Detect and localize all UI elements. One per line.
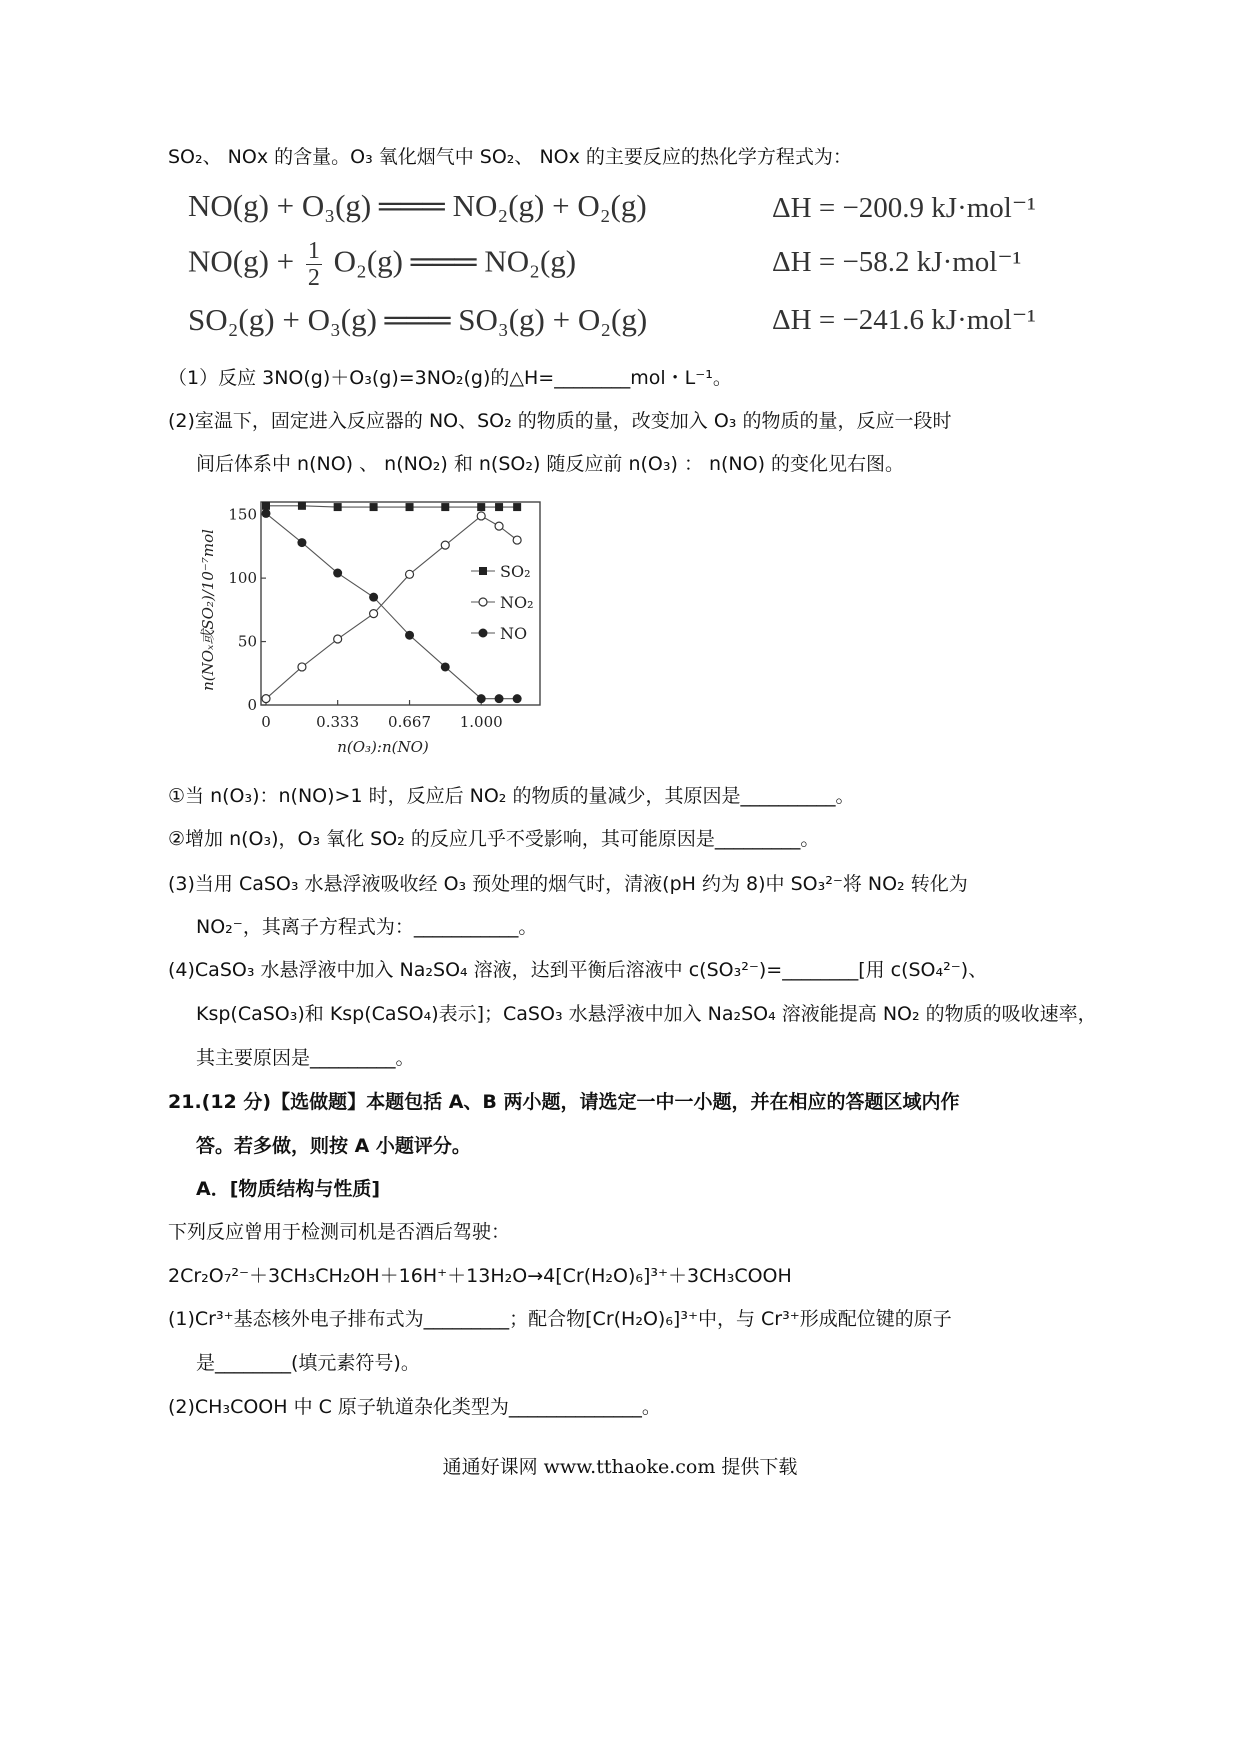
legend-label-no: NO₂ — [500, 593, 534, 612]
question-4-line-3: 其主要原因是_________。 — [196, 1047, 415, 1069]
data-point-no — [405, 631, 414, 640]
equation-2-part-a: NO(g) + — [188, 243, 295, 279]
data-point-no — [297, 538, 306, 547]
legend-label-no: NO — [500, 624, 528, 643]
data-point-so — [513, 503, 521, 511]
y-axis-label: n(NOₓ或SO₂)/10⁻⁷mol — [199, 529, 217, 691]
data-point-so — [262, 502, 270, 510]
data-point-no — [369, 593, 378, 602]
question-2-line-1: (2)室温下，固定进入反应器的 NO、SO₂ 的物质的量，改变加入 O₃ 的物质的量，反应一段时 — [168, 410, 952, 432]
x-axis-label: n(O₃):n(NO) — [337, 738, 429, 756]
enthalpy-1: ΔH = −200.9 kJ·mol⁻¹ — [772, 192, 1036, 224]
question-3-line-1: (3)当用 CaSO₃ 水悬浮液吸收经 O₃ 预处理的烟气时，清液(pH 约为 8)中 SO₃²⁻将 NO₂ 转化为 — [168, 873, 968, 895]
equation-1: NO(g) + O₃(g) ═══ NO₂(g) + O₂(g) — [188, 188, 647, 223]
question-21-line-2: 答。若多做，则按 A 小题评分。 — [196, 1135, 471, 1157]
x-tick-label: 0.667 — [388, 713, 432, 731]
question-2-sub-1: ①当 n(O₃)：n(NO)>1 时，反应后 NO₂ 的物质的量减少，其原因是__________。 — [168, 785, 855, 807]
question-4-line-1: (4)CaSO₃ 水悬浮液中加入 Na₂SO₄ 溶液，达到平衡后溶液中 c(SO₃²⁻)=________[用 c(SO₄²⁻)、 — [168, 959, 988, 981]
data-point-no — [333, 569, 342, 578]
data-point-no — [495, 694, 504, 703]
x-tick-label: 0 — [261, 713, 271, 731]
data-point-so — [370, 503, 378, 511]
reaction-equation: 2Cr₂O₇²⁻＋3CH₃CH₂OH＋16H⁺＋13H₂O→4[Cr(H₂O)₆]³⁺＋3CH₃COOH — [168, 1265, 792, 1287]
data-point-no — [370, 610, 378, 618]
equation-2-part-b: O₂(g) ═══ NO₂(g) — [333, 243, 577, 279]
data-point-no — [477, 694, 486, 703]
data-point-so — [477, 503, 485, 511]
y-tick-label: 0 — [247, 696, 257, 714]
x-tick-label: 1.000 — [459, 713, 503, 731]
data-point-no — [441, 541, 449, 549]
data-point-so — [298, 502, 306, 510]
data-point-no — [262, 509, 271, 518]
question-4-line-2: Ksp(CaSO₃)和 Ksp(CaSO₄)表示]；CaSO₃ 水悬浮液中加入 Na₂SO₄ 溶液能提高 NO₂ 的物质的吸收速率， — [196, 1003, 1097, 1025]
equation-2 — [188, 238, 576, 291]
data-point-so — [406, 503, 414, 511]
fraction-numerator: 1 — [307, 238, 320, 264]
question-2-line-2: 间后体系中 n(NO) 、 n(NO₂) 和 n(SO₂) 随反应前 n(O₃) ： n(NO) 的变化见右图。 — [196, 453, 905, 475]
question-1: （1）反应 3NO(g)＋O₃(g)=3NO₂(g)的△H=________mol・L⁻¹。 — [168, 367, 732, 389]
question-3-line-2: NO₂⁻，其离子方程式为：___________。 — [196, 916, 538, 938]
x-tick-label: 0.333 — [316, 713, 360, 731]
data-point-so — [334, 503, 342, 511]
enthalpy-2: ΔH = −58.2 kJ·mol⁻¹ — [772, 246, 1022, 278]
question-a1-line-1: (1)Cr³⁺基态核外电子排布式为_________；配合物[Cr(H₂O)₆]³⁺中，与 Cr³⁺形成配位键的原子 — [168, 1308, 952, 1330]
page-footer: 通通好课网 www.tthaoke.com 提供下载 — [442, 1456, 798, 1478]
data-point-no — [262, 695, 270, 703]
legend-label-so: SO₂ — [500, 562, 531, 581]
question-a1-line-2: 是________(填元素符号)。 — [196, 1352, 420, 1374]
data-point-no — [477, 512, 485, 520]
question-2-sub-2: ②增加 n(O₃)，O₃ 氧化 SO₂ 的反应几乎不受影响，其可能原因是_________。 — [168, 828, 820, 850]
legend-marker-no — [479, 598, 487, 606]
chart-figure — [195, 492, 555, 772]
enthalpy-3: ΔH = −241.6 kJ·mol⁻¹ — [772, 304, 1036, 336]
fraction-one-half — [306, 238, 322, 291]
data-point-no — [298, 663, 306, 671]
question-21-line-1: 21.(12 分)【选做题】本题包括 A、B 两小题，请选定一中一小题，并在相应的答题区域内作 — [168, 1091, 960, 1113]
reaction-intro: 下列反应曾用于检测司机是否酒后驾驶： — [168, 1221, 511, 1243]
y-tick-label: 100 — [228, 569, 257, 588]
plot-frame — [261, 502, 540, 705]
data-point-no — [513, 694, 522, 703]
data-point-no — [513, 536, 521, 544]
data-point-no — [406, 570, 414, 578]
intro-text: SO₂、 NOx 的含量。O₃ 氧化烟气中 SO₂、 NOx 的主要反应的热化学方程式为： — [168, 146, 852, 168]
question-a2: (2)CH₃COOH 中 C 原子轨道杂化类型为______________。 — [168, 1396, 661, 1418]
y-tick-label: 50 — [237, 632, 257, 651]
data-point-no — [495, 522, 503, 530]
y-tick-label: 150 — [228, 505, 257, 524]
fraction-denominator: 2 — [307, 265, 320, 291]
data-point-so — [441, 503, 449, 511]
equation-3: SO₂(g) + O₃(g) ═══ SO₃(g) + O₂(g) — [188, 302, 648, 337]
data-point-no — [334, 635, 342, 643]
data-point-so — [495, 503, 503, 511]
legend-marker-so — [479, 567, 487, 575]
legend-marker-no — [479, 629, 488, 638]
data-point-no — [441, 662, 450, 671]
section-a-heading: A．[物质结构与性质] — [196, 1178, 381, 1200]
